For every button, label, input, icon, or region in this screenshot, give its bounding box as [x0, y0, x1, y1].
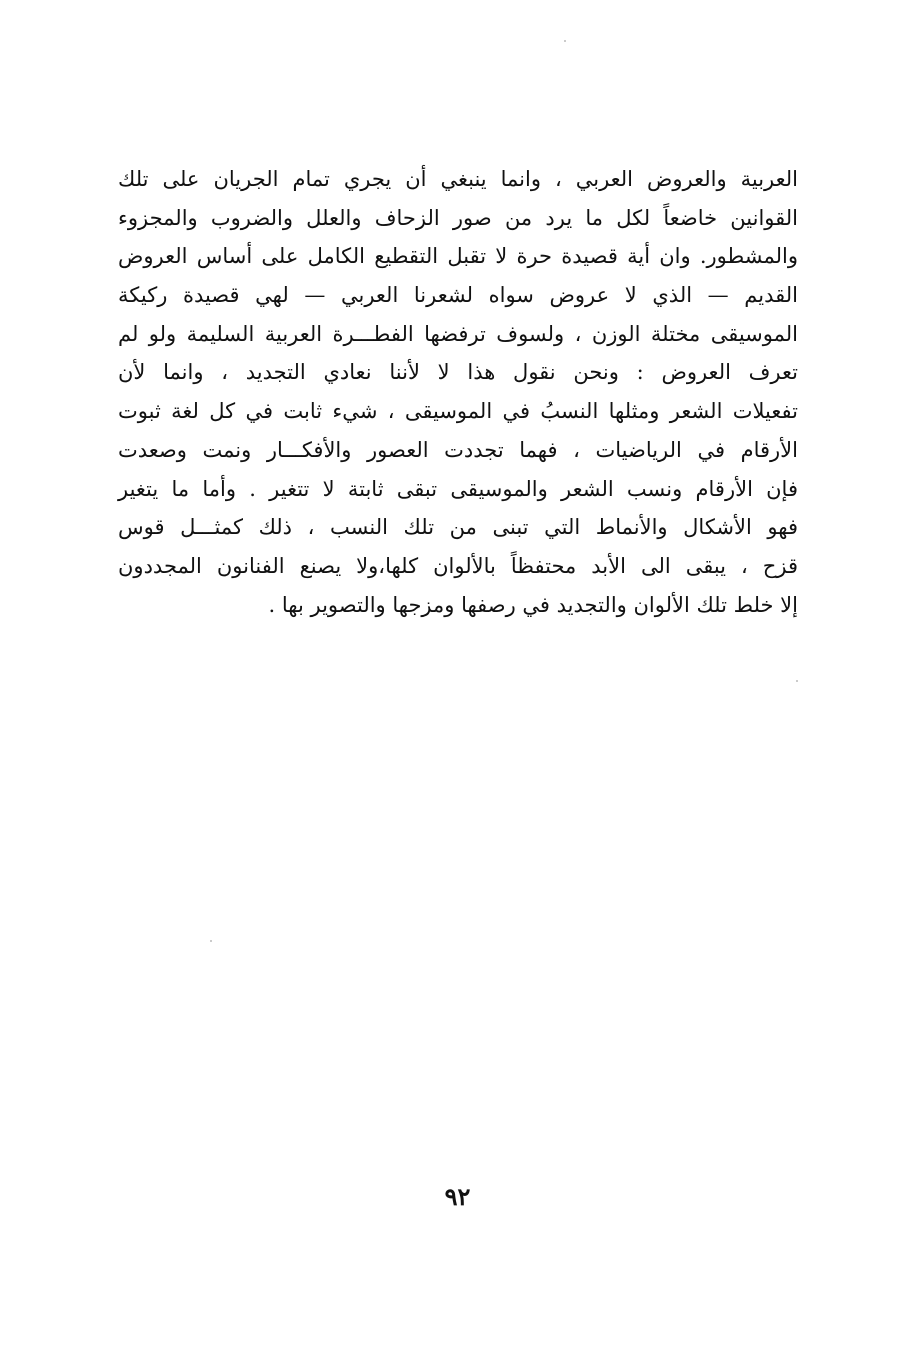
text-line: تفعيلات الشعر ومثلها النسبُ في الموسيقى ، شيء ثابت في كل لغة ثبوت: [118, 399, 798, 424]
text-line: القوانين خاضعاً لكل ما يرد من صور الزحاف والعلل والضروب والمجزوء: [118, 205, 798, 230]
page-number: ٩٢: [444, 1182, 471, 1211]
body-paragraph: [118, 160, 798, 624]
text-line: العربية والعروض العربي ، وانما ينبغي أن يجري تمام الجريان على تلك: [118, 167, 798, 191]
text-line: إلا خلط تلك الألوان والتجديد في رصفها ومزجها والتصوير بها .: [268, 592, 798, 617]
text-line: قزح ، يبقى الى الأبد محتفظاً بالألوان كلها،ولا يصنع الفنانون المجددون: [118, 553, 798, 578]
scan-speck: [210, 940, 212, 942]
scan-speck: [796, 680, 798, 682]
text-line: فهو الأشكال والأنماط التي تبنى من تلك النسب ، ذلك كمثـــل قوس: [118, 515, 798, 540]
text-line: فإن الأرقام ونسب الشعر والموسيقى تبقى ثابتة لا تتغير . وأما ما يتغير: [118, 476, 798, 501]
text-line: الأرقام في الرياضيات ، فهما تجددت العصور والأفكـــار ونمت وصعدت: [118, 437, 798, 462]
text-line: الموسيقى مختلة الوزن ، ولسوف ترفضها الفطـــرة العربية السليمة ولو لم: [118, 321, 798, 346]
text-line: والمشطور. وان أية قصيدة حرة لا تقبل التقطيع الكامل على أساس العروض: [118, 244, 798, 269]
scan-speck: [564, 40, 566, 42]
text-line: تعرف العروض : ونحن نقول هذا لا لأننا نعادي التجديد ، وانما لأن: [118, 360, 798, 385]
text-line: القديم — الذي لا عروض سواه لشعرنا العربي — لهي قصيدة ركيكة: [118, 283, 798, 308]
